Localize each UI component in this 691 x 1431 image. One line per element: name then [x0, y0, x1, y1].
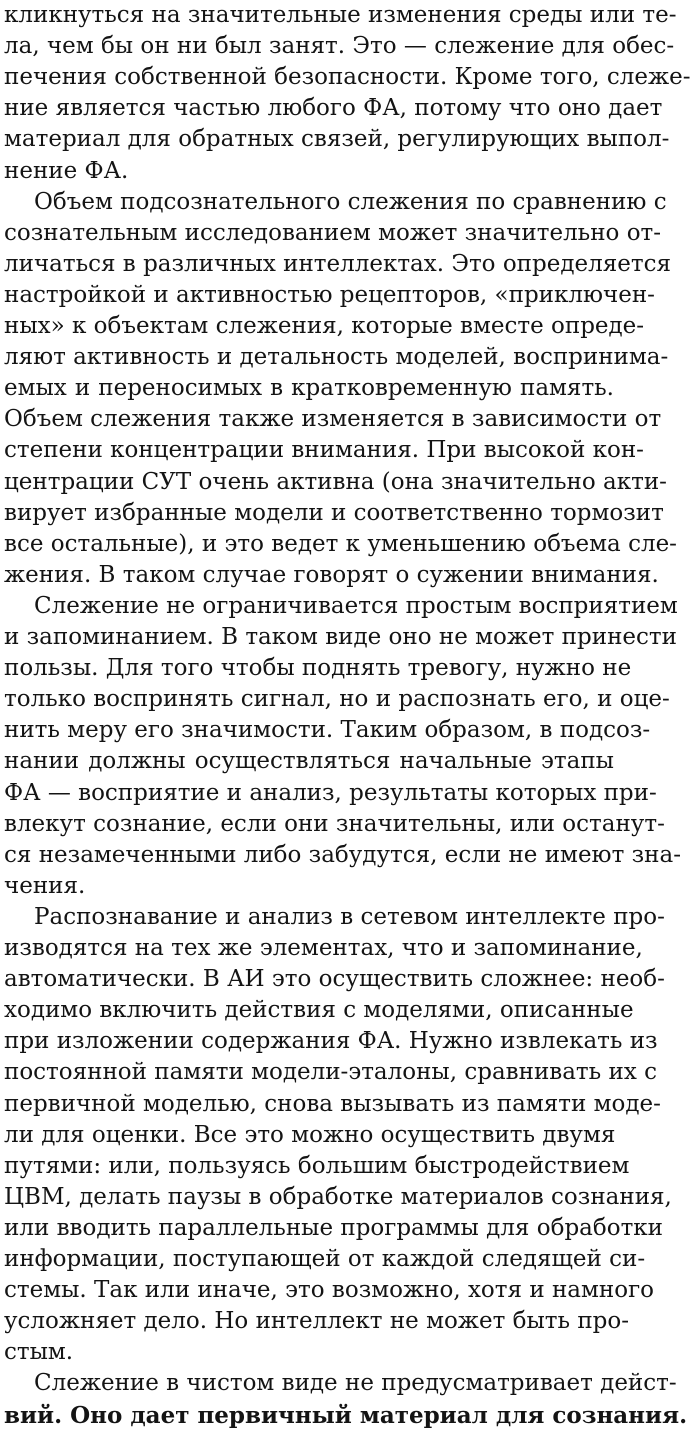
text-line: автоматически. В АИ это осуществить сложнее: необ- — [4, 966, 665, 993]
text-line: или вводить параллельные программы для обработки — [4, 1214, 664, 1241]
text-line: только воспринять сигнал, но и распознать его, и оце- — [4, 686, 670, 713]
text-line: усложняет дело. Но интеллект не может быть про- — [4, 1308, 629, 1335]
text-line: путями: или, пользуясь большим быстродействием — [4, 1152, 630, 1179]
text-line: постоянной памяти модели-эталоны, сравнивать их с — [4, 1059, 657, 1086]
text-line: и запоминанием. В таком виде оно не может принести — [4, 624, 677, 650]
text-line: Слежение в чистом виде не предусматривает дейст- — [34, 1370, 677, 1397]
text-line: центрации СУТ очень активна (она значительно акти- — [4, 468, 667, 495]
text-line: Слежение не ограничивается простым восприятием — [34, 592, 678, 619]
text-line: нании должны осуществляться начальные этапы — [4, 748, 614, 775]
text-line: степени концентрации внимания. При высокой кон- — [4, 437, 644, 464]
text-line: личаться в различных интеллектах. Это определяется — [4, 250, 671, 277]
text-line: Распознавание и анализ в сетевом интеллекте про- — [34, 903, 665, 930]
text-line: сознательным исследованием может значительно от- — [4, 219, 662, 246]
text-line: первичной моделью, снова вызывать из памяти моде- — [4, 1090, 661, 1117]
text-line: нение ФА. — [4, 157, 129, 184]
text-line: информации, поступающей от каждой следящей си- — [4, 1246, 646, 1272]
text-line: ние является частью любого ФА, потому что оно дает — [4, 95, 663, 122]
text-line: влекут сознание, если они значительны, или останут- — [4, 810, 665, 837]
text-line: нить меру его значимости. Таким образом, в подсоз- — [4, 717, 651, 744]
text-line: вирует избранные модели и соответственно тормозит — [4, 499, 664, 526]
text-line: печения собственной безопасности. Кроме того, слеже- — [4, 64, 691, 91]
text-line: все остальные), и это ведет к уменьшению объема сле- — [4, 530, 677, 557]
text-line: кликнуться на значительные изменения среды или те- — [4, 2, 677, 28]
text-line: стемы. Так или иначе, это возможно, хотя и намного — [4, 1277, 654, 1304]
text-line: пользы. Для того чтобы поднять тревогу, нужно не — [4, 655, 632, 682]
text-line: ляют активность и детальность моделей, воспринима- — [4, 344, 669, 371]
text-line: изводятся на тех же элементах, что и запоминание, — [4, 935, 643, 961]
text-line: Объем слежения также изменяется в зависимости от — [4, 406, 662, 433]
text-line: Объем подсознательного слежения по сравнению с — [34, 188, 667, 215]
text-line: вий. Оно дает первичный материал для сознания. — [4, 1401, 688, 1429]
text-line: материал для обратных связей, регулирующих выпол- — [4, 126, 670, 153]
text-line: ФА — восприятие и анализ, результаты которых при- — [4, 779, 657, 806]
text-line: ных» к объектам слежения, которые вместе опреде- — [4, 313, 645, 339]
text-line: ли для оценки. Все это можно осуществить двумя — [4, 1121, 616, 1148]
text-line: ла, чем бы он ни был занят. Это — слежение для обес- — [4, 33, 675, 60]
text-line: при изложении содержания ФА. Нужно извлекать из — [4, 1028, 658, 1055]
text-line: ЦВМ, делать паузы в обработке материалов сознания, — [4, 1183, 672, 1210]
text-line: стым. — [4, 1339, 74, 1366]
text-line: ся незамеченными либо забудутся, если не имеют зна- — [4, 841, 681, 868]
text-line: настройкой и активностью рецепторов, «приключен- — [4, 281, 655, 308]
text-line: жения. В таком случае говорят о сужении внимания. — [4, 561, 659, 588]
text-line: емых и переносимых в кратковременную память. — [4, 375, 614, 402]
text-line: ходимо включить действия с моделями, описанные — [4, 997, 634, 1024]
text-line: чения. — [4, 872, 86, 899]
